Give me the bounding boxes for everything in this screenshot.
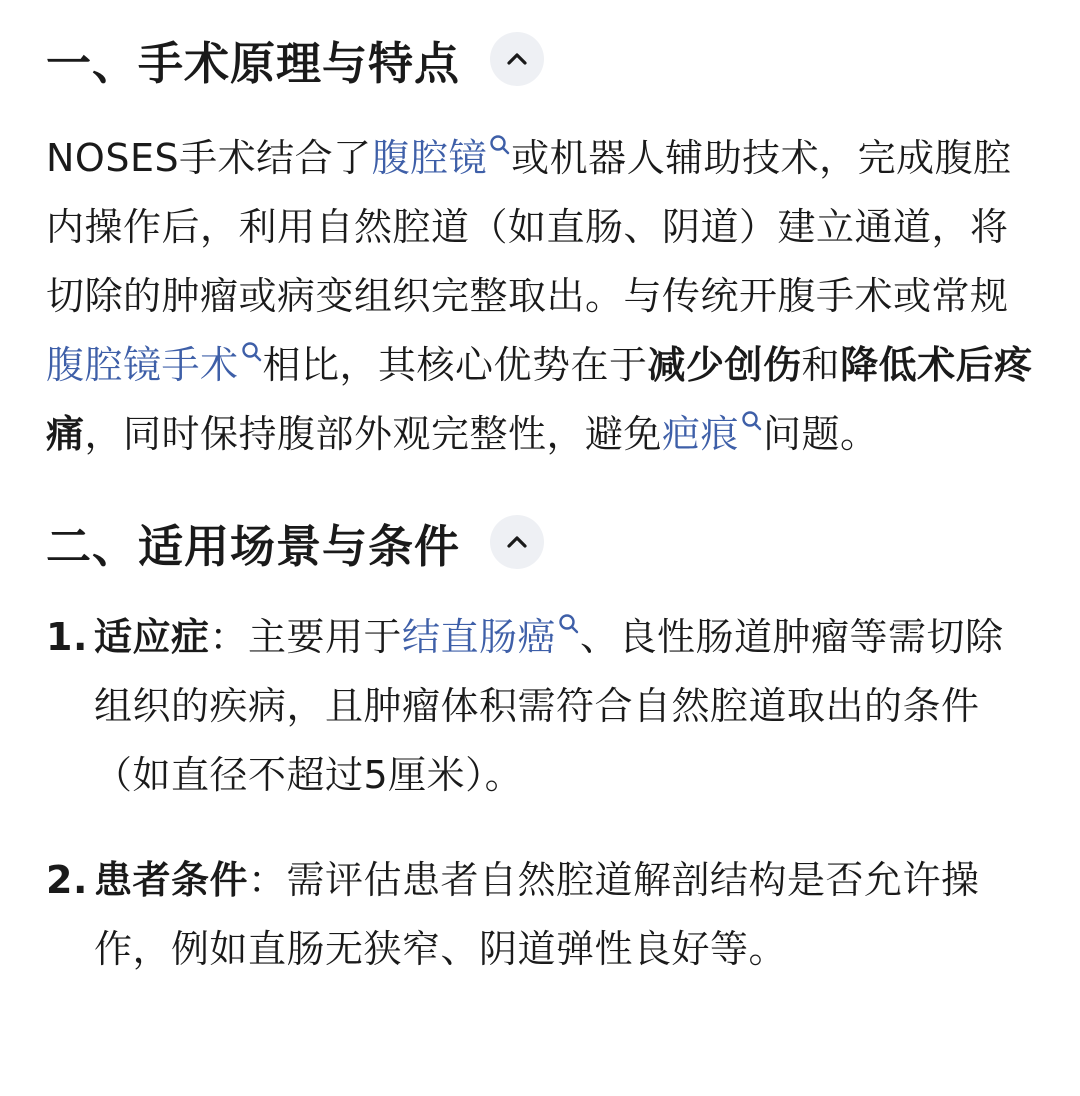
link-text: 腹腔镜 bbox=[371, 136, 488, 180]
item-label: 患者条件 bbox=[94, 858, 249, 902]
search-icon bbox=[558, 613, 580, 637]
bold-text: 减少创伤 bbox=[647, 343, 802, 387]
condition-list bbox=[46, 603, 1034, 984]
link-colorectal-cancer[interactable] bbox=[402, 615, 580, 659]
chevron-up-icon bbox=[506, 52, 528, 66]
search-icon bbox=[241, 341, 263, 365]
collapse-button[interactable] bbox=[490, 32, 544, 86]
text-segment: 、良性肠道肿瘤等需切除组织的疾病，且肿瘤体积需符合自然腔道取出的条件（如直径不超过5厘米）。 bbox=[94, 615, 1004, 797]
text-segment: ，同时保持腹部外观完整性，避免 bbox=[84, 412, 663, 456]
section-header-indications bbox=[46, 507, 1034, 577]
section-paragraph bbox=[46, 124, 1034, 469]
section-title: 一、手术原理与特点 bbox=[46, 36, 461, 90]
list-item-body bbox=[94, 846, 1034, 984]
list-item bbox=[46, 846, 1034, 984]
chevron-up-icon bbox=[506, 535, 528, 549]
section-title: 二、适用场景与条件 bbox=[46, 519, 461, 573]
link-text: 疤痕 bbox=[662, 412, 740, 456]
text-segment: NOSES手术结合了 bbox=[46, 136, 372, 180]
link-text: 结直肠癌 bbox=[402, 615, 557, 659]
section-header-principle bbox=[46, 24, 1034, 94]
link-scar[interactable] bbox=[662, 412, 763, 456]
link-text: 腹腔镜手术 bbox=[46, 343, 239, 387]
link-laparoscope[interactable] bbox=[372, 136, 512, 180]
link-laparoscopic-surgery[interactable] bbox=[46, 343, 263, 387]
text-segment: 或机器人辅助技术，完成腹腔内操作后，利用自然腔道（如直肠、阴道）建立通道，将切除的肿瘤或病变组织完整取出。与传统开腹手术或常规 bbox=[46, 136, 1012, 318]
search-icon bbox=[741, 410, 763, 434]
list-item-body bbox=[94, 603, 1034, 810]
list-number: 2. bbox=[46, 858, 88, 902]
collapse-button[interactable] bbox=[490, 515, 544, 569]
text-segment: 和 bbox=[801, 343, 841, 387]
list-item bbox=[46, 603, 1034, 810]
text-segment: 相比，其核心优势在于 bbox=[262, 343, 648, 387]
bold-text: 降低术后疼痛 bbox=[46, 343, 1033, 456]
item-label: 适应症 bbox=[94, 615, 210, 659]
text-segment: ：需评估患者自然腔道解剖结构是否允许操作，例如直肠无狭窄、阴道弹性良好等。 bbox=[94, 858, 980, 971]
article-content bbox=[0, 24, 1080, 1096]
text-segment: ：主要用于 bbox=[209, 615, 403, 659]
list-number: 1. bbox=[46, 615, 88, 659]
text-segment: 问题。 bbox=[763, 412, 879, 456]
search-icon bbox=[489, 134, 511, 158]
